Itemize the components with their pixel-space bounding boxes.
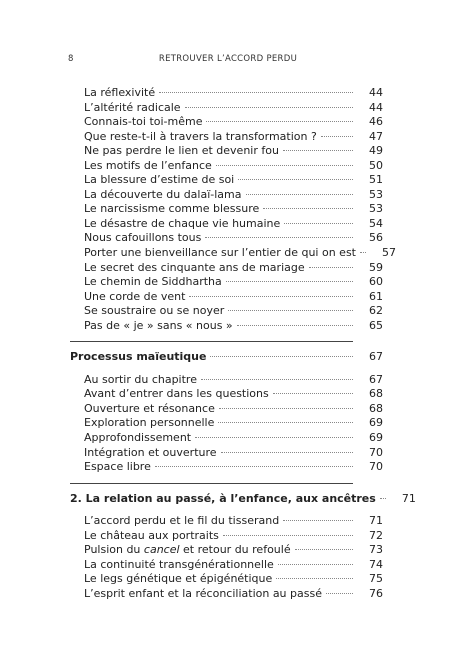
dot-leader — [326, 593, 353, 594]
dot-leader — [210, 356, 353, 357]
entry-title: 2. La relation au passé, à l’enfance, aux ancêtres — [70, 491, 376, 505]
dot-leader — [283, 520, 353, 521]
toc-entry — [70, 144, 383, 159]
dot-leader — [218, 422, 353, 423]
dot-leader — [228, 310, 353, 311]
toc-entry — [70, 246, 396, 261]
dot-leader — [206, 121, 353, 122]
dot-leader — [238, 179, 353, 180]
entry-page-number: 70 — [369, 460, 383, 474]
entry-title: L’altérité radicale — [84, 100, 181, 114]
entry-title: Processus maïeutique — [70, 350, 207, 364]
entry-page-number: 51 — [369, 173, 383, 187]
toc-entry — [70, 529, 383, 544]
toc-section-chapter-2 — [70, 491, 416, 602]
toc-heading — [70, 350, 383, 365]
entry-title: Une corde de vent — [84, 289, 186, 303]
dot-leader — [284, 223, 353, 224]
entry-page-number: 75 — [369, 572, 383, 586]
entry-page-number: 61 — [369, 289, 383, 303]
toc-section-processus — [70, 350, 383, 474]
dot-leader — [185, 107, 353, 108]
entry-title: Le legs génétique et épigénétique — [84, 572, 273, 586]
entry-page-number: 62 — [369, 304, 383, 318]
dot-leader — [201, 379, 353, 380]
entry-title: Pulsion du cancel et retour du refoulé — [84, 543, 291, 557]
toc-entry — [70, 387, 383, 402]
entry-title: Connais-toi toi-même — [84, 115, 203, 129]
toc-entry — [70, 558, 383, 573]
toc-section-1 — [70, 86, 396, 333]
dot-leader — [159, 92, 353, 93]
entry-title: Ouverture et résonance — [84, 401, 215, 415]
entry-title: La découverte du dalaï-lama — [84, 187, 242, 201]
toc-entry — [70, 202, 383, 217]
running-title: RETROUVER L’ACCORD PERDU — [158, 54, 298, 64]
entry-page-number: 49 — [369, 144, 383, 158]
entry-page-number: 73 — [369, 543, 383, 557]
dot-leader — [189, 296, 353, 297]
entry-title: L’esprit enfant et la réconciliation au passé — [84, 586, 322, 600]
dot-leader — [380, 498, 386, 499]
dot-leader — [246, 194, 354, 195]
entry-title: La réflexivité — [84, 86, 156, 99]
entry-title: Nous cafouillons tous — [84, 231, 202, 245]
entry-title: Intégration et ouverture — [84, 445, 217, 459]
toc-entry — [70, 86, 383, 101]
toc-entry — [70, 446, 383, 461]
toc-entry — [70, 261, 383, 276]
toc-entry — [70, 319, 383, 334]
dot-leader — [273, 393, 353, 394]
dot-leader — [226, 281, 353, 282]
toc-entry — [70, 188, 383, 203]
dot-leader — [216, 165, 353, 166]
entry-page-number: 60 — [369, 275, 383, 289]
entry-page-number: 72 — [369, 528, 383, 542]
entry-page-number: 71 — [401, 491, 416, 505]
dot-leader — [195, 437, 353, 438]
entry-page-number: 46 — [369, 115, 383, 129]
section-divider — [70, 483, 353, 484]
dot-leader — [276, 578, 353, 579]
entry-title: Espace libre — [84, 460, 151, 474]
entry-page-number: 65 — [369, 318, 383, 332]
entry-page-number: 68 — [369, 387, 383, 401]
toc-entry — [70, 173, 383, 188]
dot-leader — [205, 237, 353, 238]
entry-page-number: 69 — [369, 431, 383, 445]
entry-page-number: 56 — [369, 231, 383, 245]
page-number: 8 — [68, 54, 74, 64]
dot-leader — [295, 549, 353, 550]
dot-leader — [278, 564, 353, 565]
entry-page-number: 50 — [369, 158, 383, 172]
toc-entry — [70, 130, 383, 145]
entry-title: Porter une bienveillance sur l’entier de qui on est — [84, 246, 356, 260]
entry-title: Le narcissisme comme blessure — [84, 202, 260, 216]
entry-page-number: 47 — [369, 129, 383, 143]
entry-title: Ne pas perdre le lien et devenir fou — [84, 144, 279, 158]
entry-page-number: 70 — [369, 445, 383, 459]
entry-title: Les motifs de l’enfance — [84, 158, 212, 172]
dot-leader — [237, 325, 353, 326]
toc-entry — [70, 304, 383, 319]
toc-entry — [70, 231, 383, 246]
entry-title: Avant d’entrer dans les questions — [84, 387, 269, 401]
dot-leader — [263, 208, 353, 209]
toc-entry — [70, 460, 383, 475]
page-header — [68, 54, 388, 68]
entry-page-number: 44 — [369, 86, 383, 99]
entry-title: Pas de « je » sans « nous » — [84, 318, 233, 332]
entry-title: Au sortir du chapitre — [84, 372, 197, 386]
entry-page-number: 53 — [369, 187, 383, 201]
toc-entry — [70, 416, 383, 431]
entry-page-number: 57 — [381, 246, 396, 260]
entry-title: L’accord perdu et le fil du tisserand — [84, 514, 280, 528]
entry-title: Se soustraire ou se noyer — [84, 304, 225, 318]
entry-page-number: 67 — [369, 372, 383, 386]
toc-entry — [70, 431, 383, 446]
entry-page-number: 44 — [369, 100, 383, 114]
entry-page-number: 67 — [369, 350, 383, 364]
entry-page-number: 69 — [369, 416, 383, 430]
entry-title: Le château aux portraits — [84, 528, 219, 542]
toc-entry — [70, 514, 383, 529]
dot-leader — [219, 408, 353, 409]
spacer — [70, 365, 383, 373]
entry-page-number: 76 — [369, 586, 383, 600]
entry-page-number: 53 — [369, 202, 383, 216]
dot-leader — [283, 150, 353, 151]
toc-heading — [70, 491, 416, 507]
entry-title: La blessure d’estime de soi — [84, 173, 235, 187]
entry-page-number: 74 — [369, 557, 383, 571]
entry-page-number: 71 — [369, 514, 383, 528]
entry-title: La continuité transgénérationnelle — [84, 557, 274, 571]
entry-title: Que reste-t-il à travers la transformation ? — [84, 129, 317, 143]
entry-page-number: 59 — [369, 260, 383, 274]
toc-entry — [70, 101, 383, 116]
dot-leader — [360, 252, 366, 253]
toc-entry — [70, 402, 383, 417]
section-divider — [70, 341, 353, 342]
entry-page-number: 54 — [369, 216, 383, 230]
toc-entry — [70, 290, 383, 305]
toc-entry — [70, 543, 383, 558]
entry-title: Le secret des cinquante ans de mariage — [84, 260, 305, 274]
spacer — [70, 506, 383, 514]
toc-entry — [70, 572, 383, 587]
toc-entry — [70, 275, 383, 290]
entry-title: Le désastre de chaque vie humaine — [84, 216, 281, 230]
dot-leader — [223, 535, 353, 536]
dot-leader — [309, 267, 353, 268]
table-of-contents — [70, 86, 416, 602]
toc-entry — [70, 115, 383, 130]
entry-title: Exploration personnelle — [84, 416, 215, 430]
toc-entry — [70, 587, 383, 602]
entry-title: Le chemin de Siddhartha — [84, 275, 222, 289]
dot-leader — [155, 466, 353, 467]
dot-leader — [221, 452, 353, 453]
toc-entry — [70, 373, 383, 388]
entry-title: Approfondissement — [84, 431, 192, 445]
toc-entry — [70, 159, 383, 174]
toc-entry — [70, 217, 383, 232]
dot-leader — [321, 136, 353, 137]
entry-page-number: 68 — [369, 401, 383, 415]
